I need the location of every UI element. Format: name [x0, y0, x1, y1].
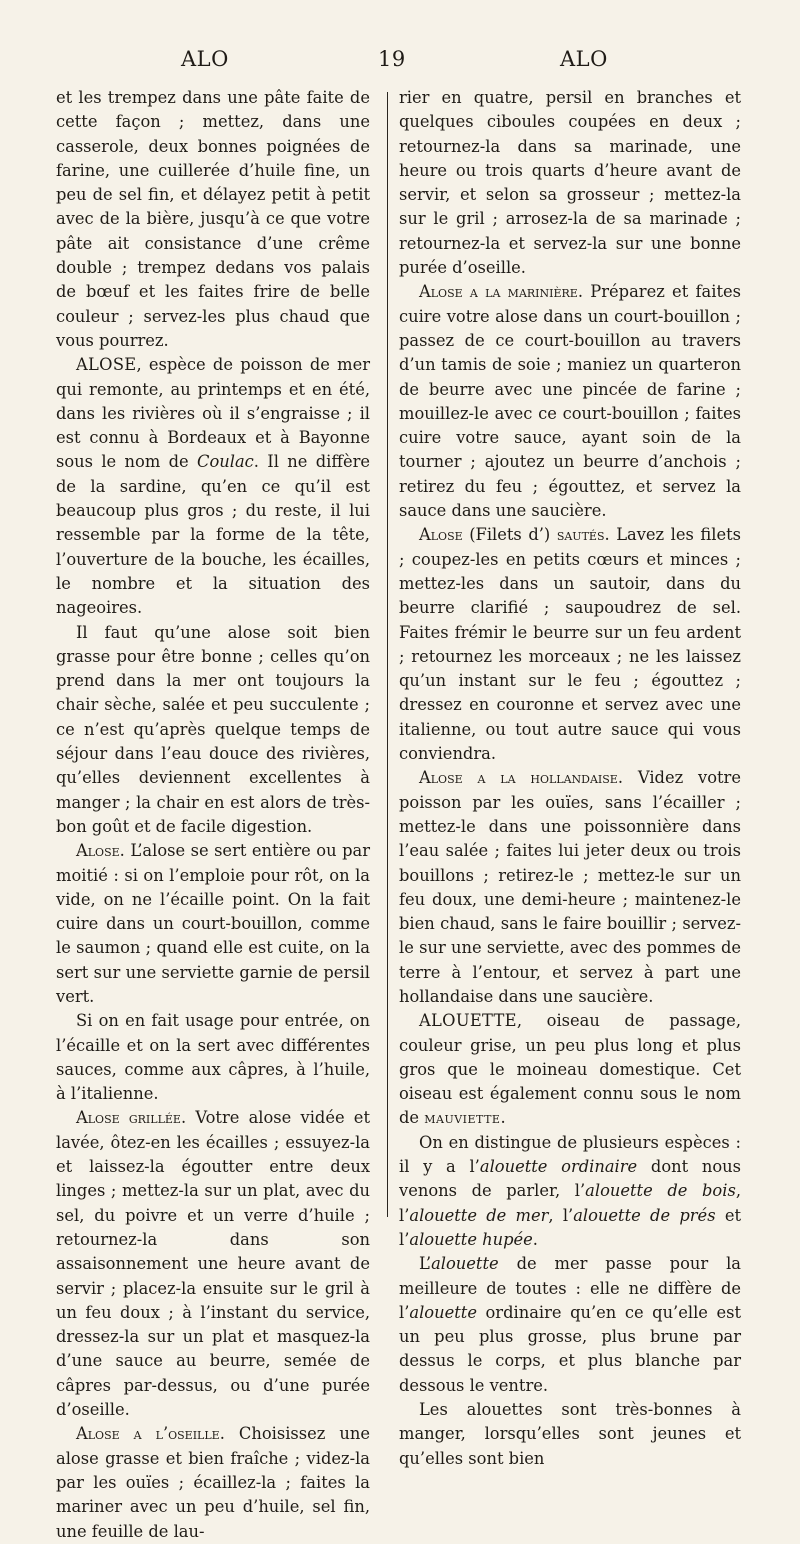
paragraph-alose-quality: Il faut qu’une alose soit bien grasse pour être bonne ; celles qu’on prend dans la mer ont toujours la chair sèche, salée et peu succulente ; ce n’est qu’après quelque temps de séjour dans l’eau douce des rivières, qu’elles deviennent excellentes à manger ; la chair en est alors de très-bon goût et de facile digestion.: [56, 622, 370, 836]
paragraph-alose-grillee: Alose grillée. Votre alose vidée et lavée, ôtez-en les écailles ; essuyez-la et laissez-la égoutter entre deux linges ; mettez-la sur un plat, avec du sel, du poivre et un verre d’huile ; retournez-la dans son assaisonnement une heure avant de servir ; placez-la ensuite sur le gril à un feu doux ; à l’instant du service, dressez-la sur un plat et masquez-la d’une sauce au beurre, semée de câpres par-dessus, ou d’une purée d’oseille.: [56, 1108, 370, 1420]
header-left-word: ALO: [181, 47, 229, 71]
rubric-alose-hollandaise: Alose a la hollandaise.: [419, 768, 624, 788]
term-coulac: Coulac: [197, 452, 254, 472]
paragraph-alose-entree: Si on en fait usage pour entrée, on l’écaille et on la sert avec différentes sauces, comme aux câpres, à l’huile, à l’italienne.: [56, 1011, 370, 1104]
paragraph-alouette-eating: Les alouettes sont très-bonnes à manger, lorsqu’elles sont jeunes et qu’elles sont bien: [399, 1400, 741, 1468]
paragraph-alose-recipe: Alose. L’alose se sert entière ou par moitié : si on l’emploie pour rôt, on la vide, on ne l’écaille point. On la fait cuire dans un court-bouillon, comme le saumon ; quand elle est cuite, on la sert sur une serviette garnie de persil vert.: [56, 841, 370, 1006]
paragraph-alose-hollandaise: Alose a la hollandaise. Videz votre poisson par les ouïes, sans l’écailler ; mettez-le dans une poissonnière dans l’eau salée ; faites lui jeter deux ou trois bouillons ; retirez-le ; mettez-le sur un feu doux, une demi-heure ; maintenez-le bien chaud, sans le faire bouillir ; servez-le sur une serviette, avec des pommes de terre à l’entour, et servez à part une hollandaise dans une saucière.: [399, 768, 741, 1006]
paragraph-filets-sautes: Alose (Filets d’) sautés. Lavez les filets ; coupez-les en petits cœurs et minces ; mettez-les dans un sautoir, dans du beurre clarifié ; saupoudrez de sel. Faites frémir le beurre sur un feu ardent ; retournez les morceaux ; ne les laissez qu’un instant sur le feu ; égouttez ; dressez en couronne et servez avec une italienne, ou tout autre sauce qui vous conviendra.: [399, 525, 741, 764]
left-column: [56, 86, 370, 1544]
column-divider: [387, 92, 388, 1217]
paragraph-alose-oseille: Alose a l’oseille. Choisissez une alose grasse et bien fraîche ; videz-la par les ouïes ; écaillez-la ; faites la mariner avec un peu d’huile, sel fin, une feuille de lau-: [56, 1424, 370, 1541]
rubric-alose: Alose.: [76, 841, 125, 861]
paragraph-alose-mariniere: Alose a la marinière. Préparez et faites cuire votre alose dans un court-bouillon ; passez de ce court-bouillon au travers d’un tamis de soie ; maniez un quarteron de beurre avec une pincée de farine ; mouillez-le avec ce court-bouillon ; faites cuire votre sauce, ayant soin de la tourner ; ajoutez un beurre d’anchois ; retirez du feu ; égouttez, et servez la sauce dans une saucière.: [399, 282, 741, 521]
right-column: [399, 86, 741, 1471]
page-number: 19: [378, 47, 406, 71]
entry-headword-alouette: ALOUETTE: [419, 1011, 517, 1031]
running-header: [0, 47, 800, 87]
term-mauviette: mauviette: [424, 1108, 501, 1128]
rubric-alose-grillee: Alose grillée.: [76, 1108, 187, 1128]
paragraph-alouette-definition: ALOUETTE, oiseau de passage, couleur grise, un peu plus long et plus gros que le moineau domestique. Cet oiseau est également connu sous le nom de mauviette.: [399, 1011, 741, 1128]
paragraph-alose-definition: ALOSE, espèce de poisson de mer qui remonte, au printemps et en été, dans les rivières où il s’engraisse ; il est connu à Bordeaux et à Bayonne sous le nom de Coulac. Il ne diffère de la sardine, qu’en ce qu’il est beaucoup plus gros ; du reste, il lui ressemble par la forme de la tête, l’ouverture de la bouche, les écailles, le nombre et la situation des nageoires.: [56, 355, 370, 618]
paragraph-palais-continued: et les trempez dans une pâte faite de cette façon ; mettez, dans une casserole, deux bonnes poignées de farine, une cuillerée d’huile fine, un peu de sel fin, et délayez petit à petit avec de la bière, jusqu’à ce que votre pâte ait consistance d’une crême double ; trempez dedans vos palais de bœuf et les faites frire de belle couleur ; servez-les plus chaud que vous pourrez.: [56, 88, 370, 350]
rubric-alose-mariniere: Alose a la marinière.: [419, 282, 583, 302]
paragraph-alouette-species: On en distingue de plusieurs espèces : il y a l’alouette ordinaire dont nous venons de parler, l’alouette de bois, l’alouette de mer, l’alouette de prés et l’alouette hupée.: [399, 1132, 742, 1249]
entry-headword-alose: ALOSE: [76, 355, 137, 375]
rubric-alose-oseille: Alose a l’oseille.: [76, 1424, 225, 1444]
paragraph-oseille-continued: rier en quatre, persil en branches et quelques ciboules coupées en deux ; retournez-la dans sa marinade, une heure ou trois quarts d’heure avant de servir, et selon sa grosseur ; mettez-la sur le gril ; arrosez-la de sa marinade ; retournez-la et servez-la sur une bonne purée d’oseille.: [399, 88, 741, 278]
header-right-word: ALO: [560, 47, 608, 71]
rubric-alose-filets: Alose: [419, 525, 463, 545]
paragraph-alouette-de-mer: L’alouette de mer passe pour la meilleure de toutes : elle ne diffère de l’alouette ordinaire qu’en ce qu’elle est un peu plus grosse, plus brune par dessus le corps, et plus blanche par dessous le ventre.: [399, 1254, 741, 1395]
